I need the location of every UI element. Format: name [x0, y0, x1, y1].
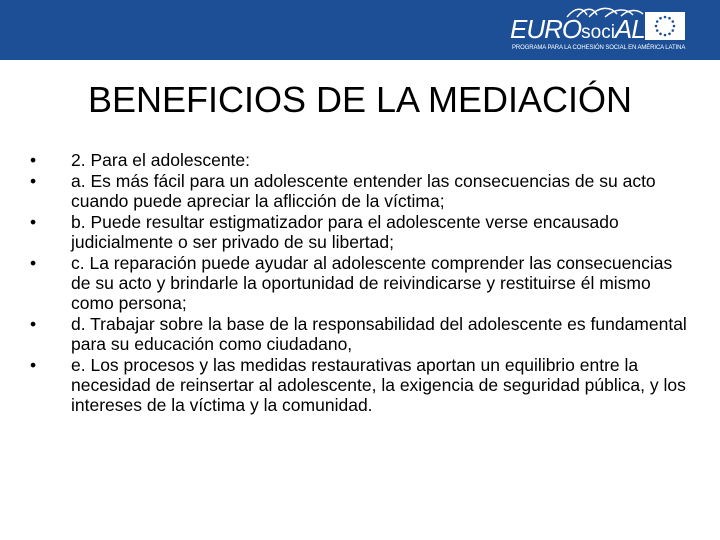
logo-wordmark — [510, 14, 645, 48]
bullet-item — [30, 253, 690, 313]
eurosocial-logo — [510, 2, 710, 58]
bullet-dot: • — [30, 171, 37, 191]
bullet-text: c. La reparación puede ayudar al adolescente comprender las consecuencias de su acto y brindarle la oportunidad de reivindicarse y restituirse él mismo como persona; — [71, 253, 673, 313]
bullet-dot: • — [30, 150, 37, 170]
bullet-dot: • — [30, 212, 37, 232]
bullet-item — [30, 171, 690, 211]
logo-word-main: EURO — [510, 14, 582, 44]
slide-title: BENEFICIOS DE LA MEDIACIÓN — [87, 79, 633, 120]
bullet-text: 2. Para el adolescente: — [71, 150, 251, 170]
bullet-text: b. Puede resultar estigmatizador para el adolescente verse encausado judicialmente o ser privado de su libertad; — [71, 212, 619, 252]
logo-tagline: PROGRAMA PARA LA COHESIÓN SOCIAL EN AMÉRICA LATINA — [512, 45, 686, 51]
logo-word-small: soci — [581, 22, 615, 43]
bullet-dot: • — [30, 253, 37, 273]
bullet-item — [30, 150, 690, 170]
logo-word-end: AL — [614, 14, 645, 44]
header-bar — [0, 0, 720, 60]
bullet-dot: • — [30, 314, 37, 334]
bullet-item — [30, 355, 690, 415]
bullet-dot: • — [30, 355, 37, 375]
bullet-list — [30, 150, 690, 416]
bullet-text: a. Es más fácil para un adolescente entender las consecuencias de su acto cuando puede apreciar la aflicción de la víctima; — [71, 171, 656, 211]
bullet-item — [30, 314, 690, 354]
bullet-item — [30, 212, 690, 252]
bullet-text: e. Los procesos y las medidas restaurativas aportan un equilibrio entre la necesidad de reinsertar al adolescente, la exigencia de seguridad pública, y los intereses de la víctima y la comunidad. — [71, 355, 686, 415]
bullet-text: d. Trabajar sobre la base de la responsabilidad del adolescente es fundamental para su educación como ciudadano, — [71, 314, 687, 354]
eu-flag-icon — [645, 12, 685, 40]
